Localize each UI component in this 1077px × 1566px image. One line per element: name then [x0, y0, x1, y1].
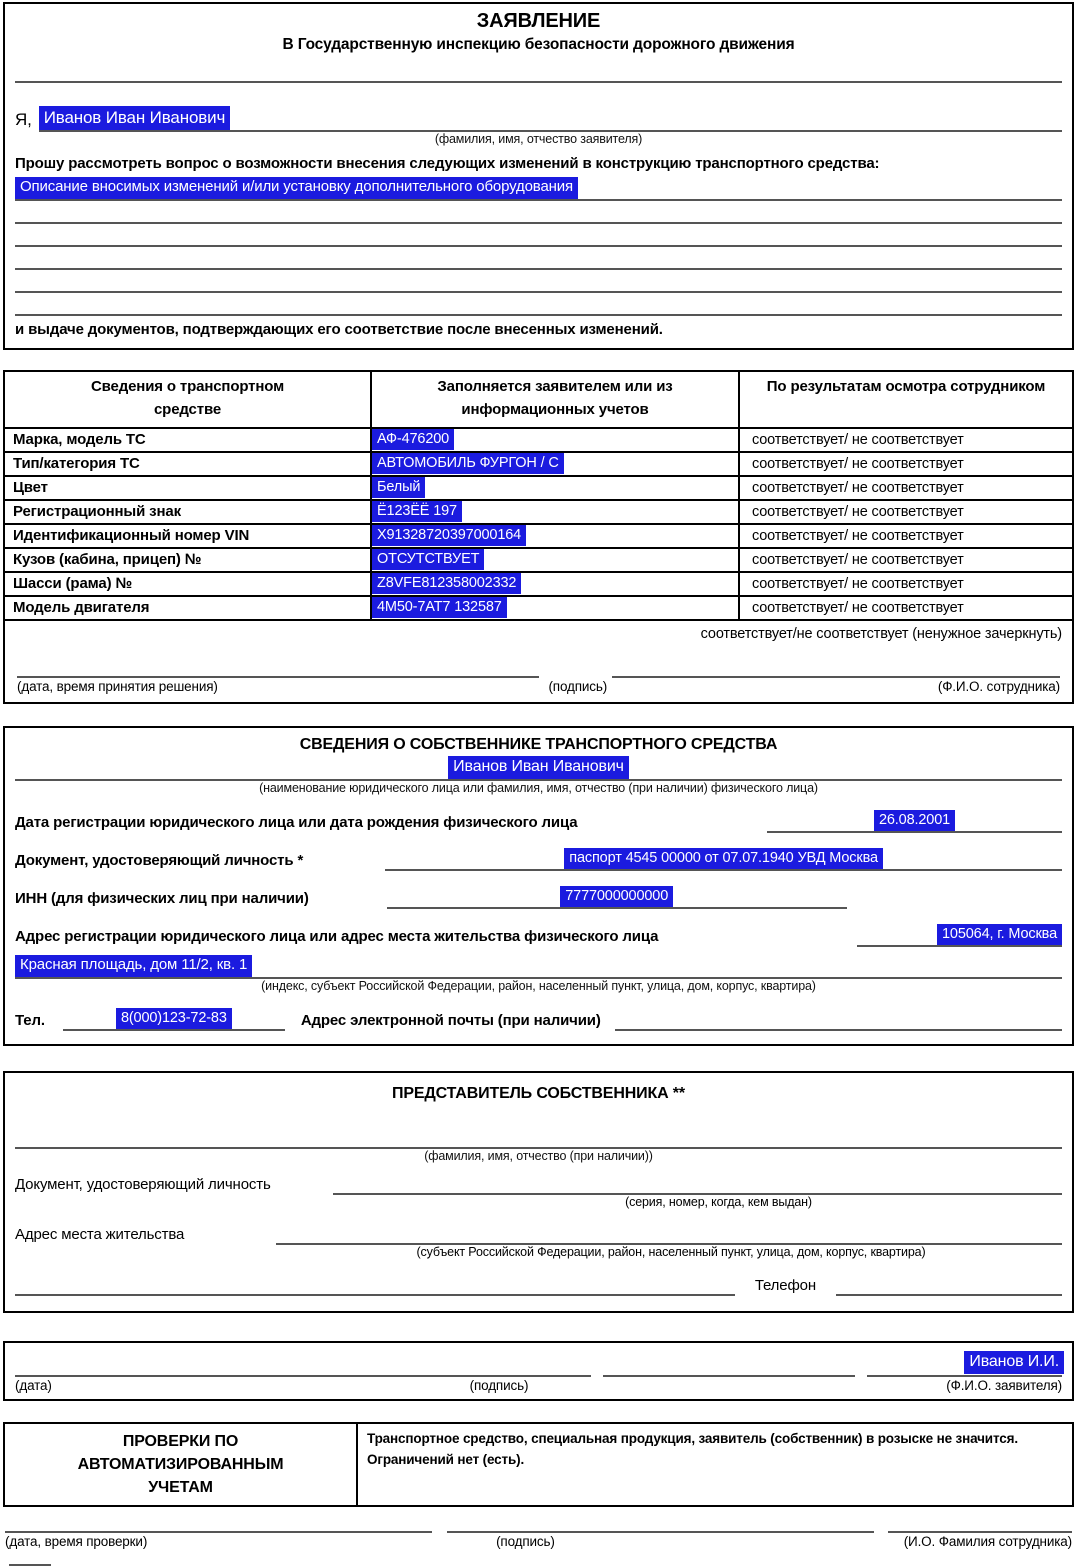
inspector-signature-row [15, 676, 1062, 694]
row-value[interactable]: Z8VFE812358002332 [372, 573, 521, 594]
row-value-cell[interactable] [371, 572, 739, 596]
phone-email-row [15, 1008, 1062, 1031]
row-value-cell[interactable] [371, 476, 739, 500]
row-label: Кузов (кабина, прицеп) № [5, 548, 371, 572]
row-value[interactable]: АВТОМОБИЛЬ ФУРГОН / С [372, 453, 564, 474]
form-subtitle: В Государственную инспекцию безопасности дорожного движения [282, 36, 795, 53]
blank-line-3[interactable] [15, 247, 1062, 270]
phone-field[interactable] [63, 1008, 285, 1031]
checks-signature-row [3, 1531, 1074, 1549]
row-value[interactable]: 4M50-7AT7 132587 [372, 597, 507, 618]
sig-label-date: (дата) [15, 1377, 52, 1393]
signature-line[interactable] [15, 1375, 591, 1377]
email-label: Адрес электронной почты (при наличии) [300, 1011, 601, 1029]
applicant-signature-section [3, 1341, 1074, 1401]
representative-address-caption: (субъект Российской Федерации, район, населенный пункт, улица, дом, корпус, квартира) [416, 1244, 926, 1259]
birth-date-field[interactable] [767, 810, 1062, 833]
vehicle-table [5, 372, 1072, 621]
representative-phone-label: Телефон [754, 1276, 816, 1294]
row-result: соответствует/ не соответствует [739, 572, 1072, 596]
closing-text: и выдаче документов, подтверждающих его соответствие после внесенных изменений. [15, 321, 663, 338]
blank-line-5[interactable] [15, 293, 1062, 316]
table-row [5, 524, 1072, 548]
sig-label-signature: (подпись) [469, 1377, 529, 1393]
birth-date-value[interactable]: 26.08.2001 [874, 810, 955, 831]
representative-title: ПРЕДСТАВИТЕЛЬ СОБСТВЕННИКА ** [392, 1084, 685, 1102]
sig-label-name: (И.О. Фамилия сотрудника) [903, 1534, 1072, 1550]
id-doc-row [15, 848, 1062, 871]
address-caption: (индекс, субъект Российской Федерации, район, населенный пункт, улица, дом, корпус, квартира) [261, 978, 816, 993]
automated-checks-section [3, 1422, 1074, 1508]
signature-line[interactable] [5, 1531, 432, 1533]
phone-label: Тел. [15, 1011, 45, 1029]
signature-lines [15, 1375, 1062, 1377]
inn-field[interactable] [387, 886, 847, 909]
birth-date-row [15, 810, 1062, 833]
signature-line[interactable] [447, 1531, 874, 1533]
representative-address-label: Адрес места жительства [15, 1225, 185, 1243]
row-value[interactable]: ОТСУТСТВУЕТ [372, 549, 484, 570]
table-row [5, 572, 1072, 596]
col-header-filled-by-applicant: Заполняется заявителем или из информационных учетов [371, 372, 739, 428]
owner-name-field[interactable] [15, 756, 1062, 781]
checks-result-cell [358, 1424, 1072, 1506]
inn-label: ИНН (для физических лиц при наличии) [15, 889, 309, 907]
applicant-name-value[interactable]: Иванов Иван Иванович [39, 106, 230, 130]
representative-extra-field[interactable] [15, 1294, 735, 1296]
owner-name-caption: (наименование юридического лица или фамилия, имя, отчество (при наличии) физического лица) [259, 780, 818, 795]
checks-result-line2: Ограничений нет (есть). [367, 1451, 525, 1467]
signature-line[interactable] [612, 676, 1061, 678]
representative-phone-field[interactable] [836, 1294, 1062, 1296]
row-label: Тип/категория ТС [5, 452, 371, 476]
address-city-field[interactable] [857, 924, 1062, 947]
row-result: соответствует/ не соответствует [739, 452, 1072, 476]
row-result: соответствует/ не соответствует [739, 428, 1072, 452]
id-doc-field[interactable] [385, 848, 1062, 871]
row-value-cell[interactable] [371, 428, 739, 452]
row-label: Марка, модель ТС [5, 428, 371, 452]
row-value-cell[interactable] [371, 452, 739, 476]
representative-id-doc-row [15, 1176, 1062, 1195]
id-doc-label: Документ, удостоверяющий личность * [15, 851, 304, 869]
row-label: Цвет [5, 476, 371, 500]
applicant-name-field[interactable] [39, 106, 1062, 132]
request-text: Прошу рассмотреть вопрос о возможности внесения следующих изменений в конструкцию транспортного средства: [15, 155, 880, 173]
representative-address-row [15, 1226, 1062, 1245]
inspection-decision-area [5, 621, 1072, 702]
i-prefix-label: Я, [15, 110, 32, 130]
address-row [15, 924, 1062, 947]
id-doc-value[interactable]: паспорт 4545 00000 от 07.07.1940 УВД Москва [564, 848, 883, 869]
row-value-cell[interactable] [371, 548, 739, 572]
row-value[interactable]: АФ-476200 [372, 429, 454, 450]
applicant-signature-row [13, 1375, 1064, 1393]
table-row [5, 596, 1072, 620]
table-row [5, 500, 1072, 524]
row-label: Регистрационный знак [5, 500, 371, 524]
birth-date-label: Дата регистрации юридического лица или дата рождения физического лица [15, 813, 578, 831]
email-field[interactable] [615, 1029, 1062, 1031]
sig-label-name: (Ф.И.О. заявителя) [946, 1377, 1062, 1393]
decision-note: соответствует/не соответствует (ненужное зачеркнуть) [700, 625, 1062, 642]
signature-lines [17, 676, 1060, 678]
row-result: соответствует/ не соответствует [739, 596, 1072, 620]
sig-label-date: (дата, время проверки) [5, 1534, 148, 1550]
col-header-vehicle-info: Сведения о транспортном средстве [5, 372, 371, 428]
row-value[interactable]: Белый [372, 477, 425, 498]
row-result: соответствует/ не соответствует [739, 500, 1072, 524]
inn-row [15, 886, 1062, 909]
signature-lines [5, 1531, 1072, 1533]
row-value-cell[interactable] [371, 596, 739, 620]
representative-phone-row [15, 1277, 1062, 1296]
vehicle-info-section [3, 370, 1074, 704]
address-label: Адрес регистрации юридического лица или адрес места жительства физического лица [15, 928, 659, 945]
checks-title: ПРОВЕРКИ ПО АВТОМАТИЗИРОВАННЫМ УЧЕТАМ [77, 1432, 284, 1497]
applicant-caption: (фамилия, имя, отчество заявителя) [434, 132, 643, 147]
owner-name-value[interactable]: Иванов Иван Иванович [448, 756, 629, 779]
row-result: соответствует/ не соответствует [739, 548, 1072, 572]
blank-line-1[interactable] [15, 201, 1062, 224]
checks-title-cell [5, 1424, 358, 1506]
representative-name-caption: (фамилия, имя, отчество (при наличии)) [424, 1148, 653, 1163]
vehicle-table-header-row [5, 372, 1072, 428]
application-section [3, 2, 1074, 350]
address-street-field[interactable] [15, 955, 1062, 979]
signature-line[interactable] [867, 1375, 1062, 1377]
row-value[interactable]: Ё123ЁЁ 197 [372, 501, 462, 522]
row-label: Идентификационный номер VIN [5, 524, 371, 548]
applicant-row [15, 106, 1062, 132]
address-city-value[interactable]: 105064, г. Москва [937, 924, 1062, 945]
signature-line[interactable] [603, 1375, 854, 1377]
row-value[interactable]: X91328720397000164 [372, 525, 526, 546]
representative-section [3, 1071, 1074, 1313]
sig-label-name: (Ф.И.О. сотрудника) [937, 678, 1060, 694]
signature-line[interactable] [888, 1531, 1072, 1533]
representative-id-doc-caption: (серия, номер, когда, кем выдан) [625, 1194, 812, 1209]
sig-label-signature: (подпись) [548, 678, 608, 694]
checks-result-line1: Транспортное средство, специальная продукция, заявитель (собственник) в розыске не значится. [367, 1430, 1018, 1446]
phone-value[interactable]: 8(000)123-72-83 [116, 1008, 232, 1029]
representative-id-doc-label: Документ, удостоверяющий личность [15, 1175, 271, 1193]
row-result: соответствует/ не соответствует [739, 524, 1072, 548]
applicant-signature-name-value[interactable]: Иванов И.И. [964, 1351, 1064, 1374]
form-title: ЗАЯВЛЕНИЕ [476, 10, 601, 32]
signature-line[interactable] [17, 676, 539, 678]
table-row [5, 548, 1072, 572]
blank-line-2[interactable] [15, 224, 1062, 247]
applicant-signature-name-field[interactable] [13, 1351, 1064, 1374]
row-value-cell[interactable] [371, 524, 739, 548]
header-separator-line [15, 81, 1062, 83]
col-header-inspection-result: По результатам осмотра сотрудником [739, 372, 1072, 428]
address-street-value[interactable]: Красная площадь, дом 11/2, кв. 1 [15, 955, 252, 977]
sig-label-signature: (подпись) [496, 1534, 555, 1550]
inn-value[interactable]: 7777000000000 [560, 886, 673, 907]
owner-section [3, 726, 1074, 1046]
blank-line-4[interactable] [15, 270, 1062, 293]
row-result: соответствует/ не соответствует [739, 476, 1072, 500]
table-row [5, 476, 1072, 500]
row-value-cell[interactable] [371, 500, 739, 524]
sig-label-date: (дата, время принятия решения) [17, 678, 218, 694]
table-row [5, 452, 1072, 476]
owner-title: СВЕДЕНИЯ О СОБСТВЕННИКЕ ТРАНСПОРТНОГО СРЕДСТВА [299, 735, 778, 753]
changes-description-field[interactable] [15, 177, 1062, 201]
row-label: Шасси (рама) № [5, 572, 371, 596]
changes-description-value[interactable]: Описание вносимых изменений и/или установку дополнительного оборудования [15, 177, 578, 199]
table-row [5, 428, 1072, 452]
row-label: Модель двигателя [5, 596, 371, 620]
